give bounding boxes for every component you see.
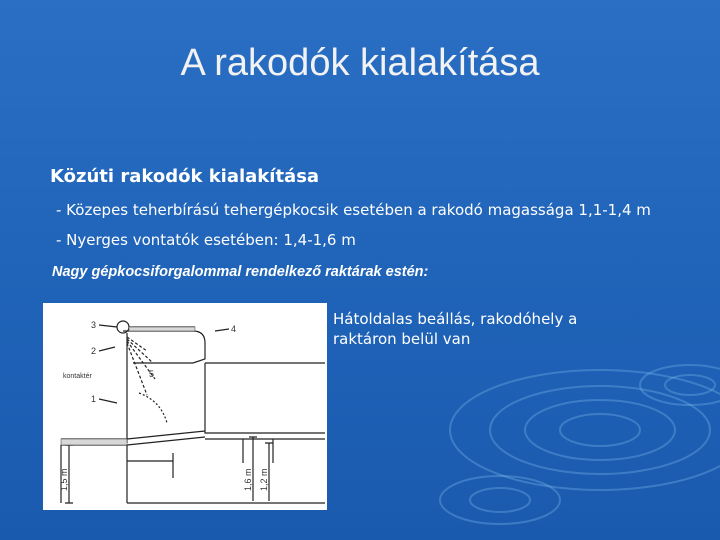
diagram-label: 1 (91, 394, 97, 404)
diagram-label: 3 (91, 320, 97, 330)
loading-dock-diagram (43, 303, 327, 510)
diagram-dimension-label: 1,2 m (259, 468, 269, 491)
diagram-caption: Hátoldalas beállás, rakodóhely a raktáron belül van (333, 310, 578, 348)
diagram-dimension-label: 1,5 m (59, 468, 69, 491)
diagram-label: 5 (149, 369, 155, 379)
italic-note: Nagy gépkocsiforgalommal rendelkező raktárak estén: (52, 264, 429, 280)
bullet-item: - Nyerges vontatók esetében: 1,4-1,6 m (56, 231, 356, 249)
diagram-label: 2 (91, 346, 97, 356)
slide-title: A rakodók kialakítása (180, 42, 540, 84)
diagram-label: 4 (231, 324, 237, 334)
diagram-label: kontaktér (63, 373, 92, 380)
bullet-item: - Közepes teherbírású tehergépkocsik esetében a rakodó magassága 1,1-1,4 m (56, 201, 651, 219)
section-subtitle: Közúti rakodók kialakítása (50, 166, 320, 187)
diagram-dimension-label: 1,6 m (243, 468, 253, 491)
